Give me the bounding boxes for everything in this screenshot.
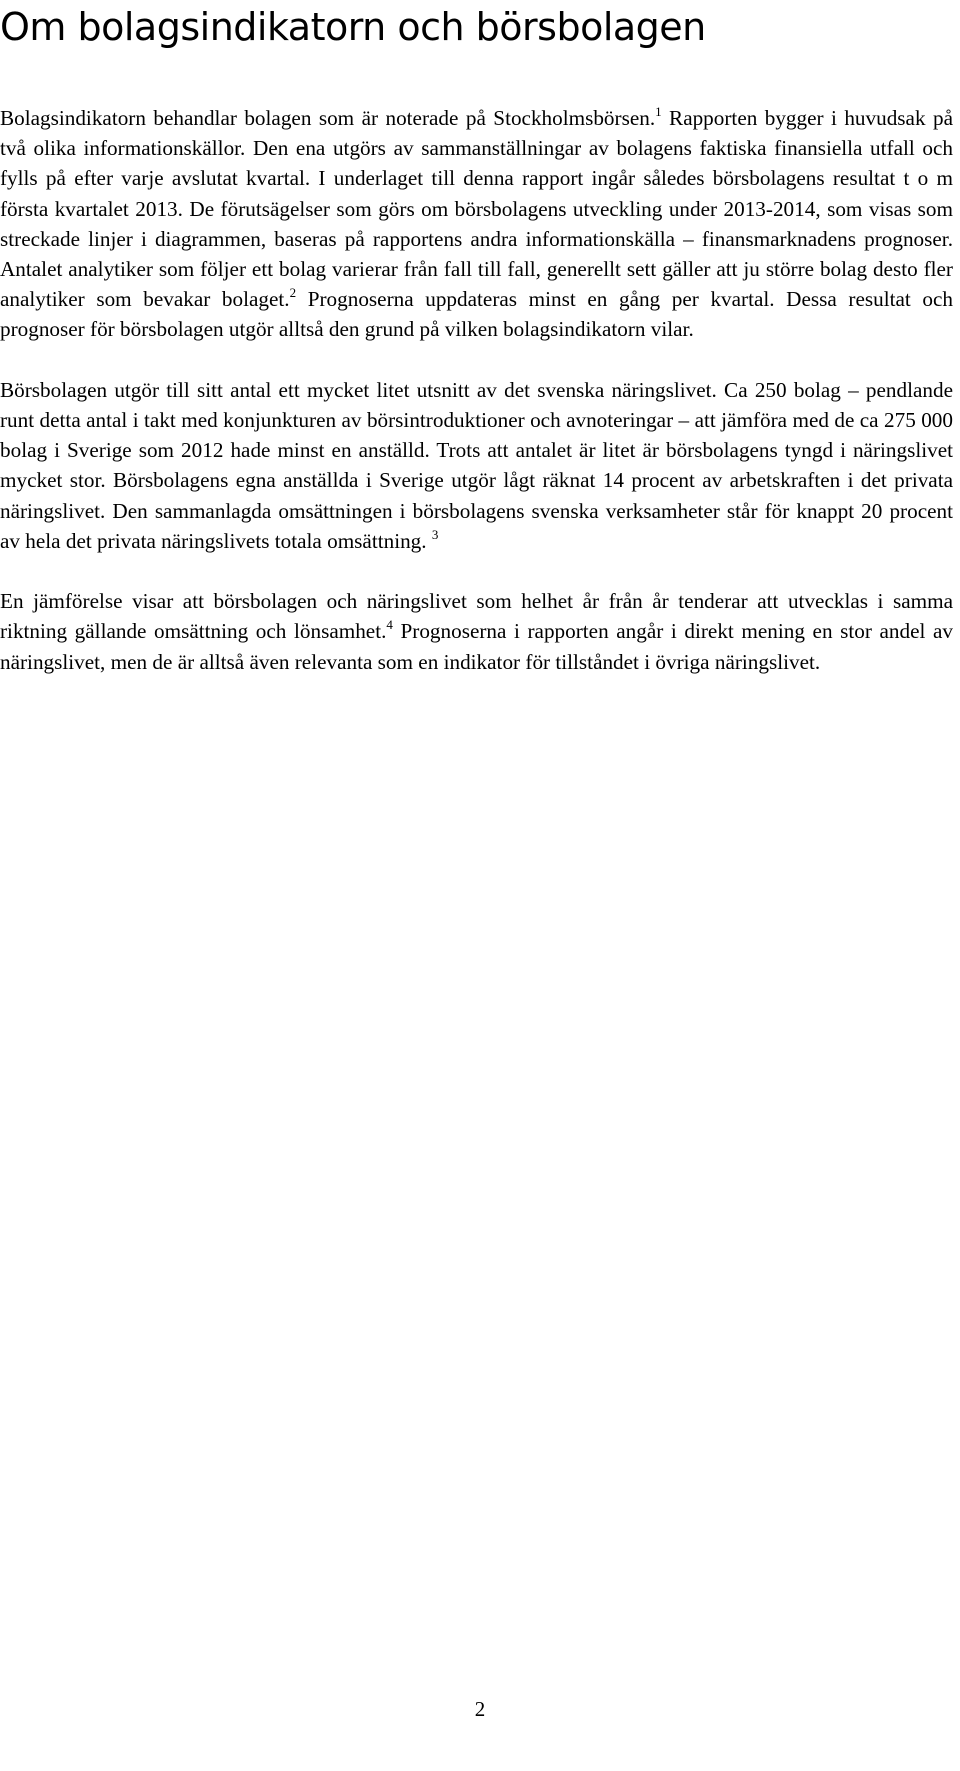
paragraph-text: Prognoserna uppdateras minst en gång per kvartal. Dessa resultat och prognoser för börsbolagen utgör alltså den grund på vilken bolagsindikatorn vilar. bbox=[0, 287, 953, 342]
footnote-ref: 1 bbox=[655, 103, 662, 119]
page-title: Om bolagsindikatorn och börsbolagen bbox=[0, 5, 706, 49]
paragraph-text: Börsbolagen utgör till sitt antal ett mycket litet utsnitt av det svenska näringslivet. Ca 250 bolag – pendlande runt detta antal i takt med konjunkturen av börsintroduktioner och avnoteringar – att jämföra med de ca 275 000 bolag i Sverige som 2012 hade minst en anställd. Trots att antalet är litet är börsbolagens tyngd i näringslivet mycket stor. Börsbolagens egna anställda i Sverige utgör lågt räknat 14 procent av arbetskraften i det privata näringslivet. Den sammanlagda omsättningen i börsbolagens svenska verksamheter står för knappt 20 procent av hela det privata näringslivets totala omsättning. bbox=[0, 377, 953, 553]
footnote-ref: 3 bbox=[431, 526, 439, 542]
paragraph-text: Prognoserna i rapporten angår i direkt mening en stor andel av näringslivet, men de är alltså även relevanta som en indikator för tillståndet i övriga näringslivet. bbox=[0, 619, 953, 674]
paragraph-text: Bolagsindikatorn behandlar bolagen som är noterade på Stockholmsbörsen. bbox=[0, 106, 656, 130]
footnote-ref: 4 bbox=[386, 617, 393, 633]
page-number: 2 bbox=[474, 1697, 486, 1721]
footnote-ref: 2 bbox=[289, 285, 297, 301]
paragraph-3 bbox=[0, 586, 953, 677]
paragraph-text: Rapporten bygger i huvudsak på två olika informationskällor. Den ena utgörs av sammanställningar av bolagens faktiska finansiella utfall och fylls på efter varje avslutat kvartal. I underlaget till denna rapport ingår således börsbolagens resultat t o m första kvartalet 2013. De förutsägelser som görs om börsbolagens utveckling under 2013-2014, som visas som streckade linjer i diagrammen, baseras på rapportens andra informationskälla – finansmarknadens prognoser. Antalet analytiker som följer ett bolag varierar från fall till fall, generellt sett gäller att ju större bolag desto fler analytiker som bevakar bolaget. bbox=[0, 106, 953, 312]
paragraph-1 bbox=[0, 103, 953, 345]
paragraph-2 bbox=[0, 375, 953, 556]
body-text bbox=[0, 103, 953, 707]
paragraph-text: En jämförelse visar att börsbolagen och näringslivet som helhet år från år tenderar att utvecklas i samma riktning gällande omsättning och lönsamhet. bbox=[0, 589, 953, 644]
